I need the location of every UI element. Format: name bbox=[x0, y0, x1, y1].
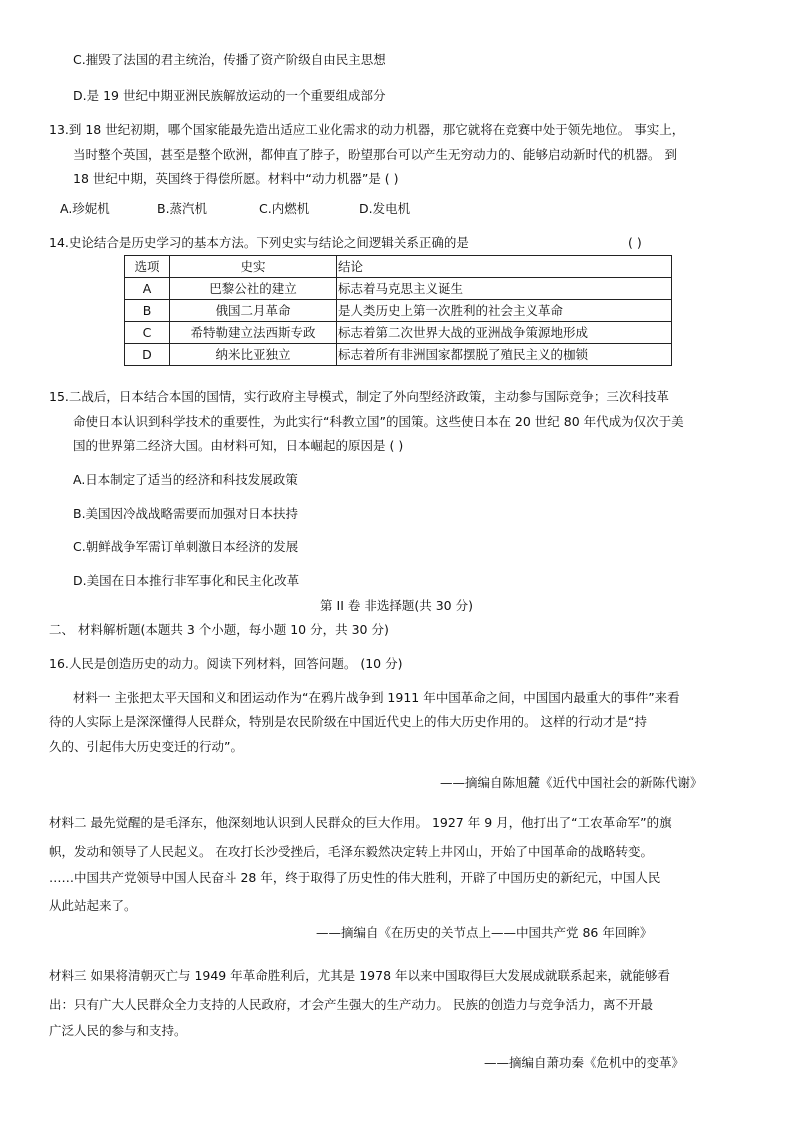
q13-stem-line2: 当时整个英国，甚至是整个欧洲，都伸直了脖子，盼望那台可以产生无穷动力的、能够启动新时代的机器。 到 bbox=[73, 147, 677, 162]
q13-stem-line1: 13.到 18 世纪初期，哪个国家能最先造出适应工业化需求的动力机器，那它就将在竞赛中处于领先地位。 事实上， bbox=[49, 122, 685, 137]
material3-line3: 广泛人民的参与和支持。 bbox=[49, 1023, 187, 1038]
material1-line2: 待的人实际上是深深懂得人民群众，特别是农民阶级在中国近代史上的伟大历史作用的。 这样的行动才是“持 bbox=[49, 714, 647, 729]
table-row bbox=[125, 300, 672, 322]
material1-source: ——摘编自陈旭麓《近代中国社会的新陈代谢》 bbox=[440, 775, 703, 790]
material3-source: ——摘编自萧功秦《危机中的变革》 bbox=[484, 1055, 685, 1070]
q13-option-d: D.发电机 bbox=[359, 201, 411, 216]
q16-stem: 16.人民是创造历史的动力。阅读下列材料，回答问题。 (10 分) bbox=[49, 656, 403, 671]
q15-stem-line2: 命使日本认识到科学技术的重要性，为此实行“科教立国”的国策。这些使日本在 20 世纪 80 年代成为仅次于美 bbox=[73, 414, 684, 429]
table-cell-option: B bbox=[125, 300, 170, 322]
table-cell-option: A bbox=[125, 278, 170, 300]
q15-stem-line1: 15.二战后，日本结合本国的国情，实行政府主导模式，制定了外向型经济政策，主动参与国际竞争；三次科技革 bbox=[49, 389, 669, 404]
table-cell-conclusion: 标志着第二次世界大战的亚洲战争策源地形成 bbox=[337, 322, 672, 344]
q15-option-c: C.朝鲜战争军需订单刺激日本经济的发展 bbox=[73, 539, 299, 554]
q14-answer-paren: ( ) bbox=[628, 235, 642, 250]
table-header-fact: 史实 bbox=[170, 256, 337, 278]
table-row bbox=[125, 322, 672, 344]
q15-option-b: B.美国因冷战战略需要而加强对日本扶持 bbox=[73, 506, 299, 521]
table-row bbox=[125, 344, 672, 366]
table-cell-fact: 纳米比亚独立 bbox=[170, 344, 337, 366]
table-cell-conclusion: 标志着所有非洲国家都摆脱了殖民主义的枷锁 bbox=[337, 344, 672, 366]
table-cell-fact: 巴黎公社的建立 bbox=[170, 278, 337, 300]
part2-title: 第 II 卷 非选择题(共 30 分) bbox=[320, 598, 473, 613]
q13-option-c: C.内燃机 bbox=[259, 201, 310, 216]
material1-line1: 材料一 主张把太平天国和义和团运动作为“在鸦片战争到 1911 年中国革命之间，中国国内最重大的事件”来看 bbox=[73, 690, 680, 705]
table-cell-conclusion: 是人类历史上第一次胜利的社会主义革命 bbox=[337, 300, 672, 322]
q14-stem: 14.史论结合是历史学习的基本方法。下列史实与结论之间逻辑关系正确的是 bbox=[49, 235, 469, 250]
material3-line1: 材料三 如果将清朝灭亡与 1949 年革命胜利后，尤其是 1978 年以来中国取得巨大发展成就联系起来，就能够看 bbox=[49, 968, 670, 983]
table-header-conclusion: 结论 bbox=[337, 256, 672, 278]
table-cell-fact: 希特勒建立法西斯专政 bbox=[170, 322, 337, 344]
q13-option-a: A.珍妮机 bbox=[60, 201, 110, 216]
q12-option-d: D.是 19 世纪中期亚洲民族解放运动的一个重要组成部分 bbox=[73, 88, 386, 103]
table-cell-option: D bbox=[125, 344, 170, 366]
material2-line1: 材料二 最先觉醒的是毛泽东，他深刻地认识到人民群众的巨大作用。 1927 年 9 月，他打出了“工农革命军”的旗 bbox=[49, 815, 672, 830]
q14-table bbox=[124, 255, 672, 366]
q13-stem-line3: 18 世纪中期，英国终于得偿所愿。材料中“动力机器”是 ( ) bbox=[73, 171, 399, 186]
table-row bbox=[125, 278, 672, 300]
material2-line4: 从此站起来了。 bbox=[49, 898, 137, 913]
q15-option-d: D.美国在日本推行非军事化和民主化改革 bbox=[73, 573, 300, 588]
material3-line2: 出：只有广大人民群众全力支持的人民政府，才会产生强大的生产动力。 民族的创造力与竞争活力，离不开最 bbox=[49, 997, 653, 1012]
table-cell-fact: 俄国二月革命 bbox=[170, 300, 337, 322]
q12-option-c: C.摧毁了法国的君主统治，传播了资产阶级自由民主思想 bbox=[73, 52, 386, 67]
material2-line3: ……中国共产党领导中国人民奋斗 28 年，终于取得了历史性的伟大胜利，开辟了中国历史的新纪元，中国人民 bbox=[49, 870, 661, 885]
material2-line2: 帜，发动和领导了人民起义。 在攻打长沙受挫后，毛泽东毅然决定转上井冈山，开始了中国革命的战略转变。 bbox=[49, 844, 653, 859]
q15-stem-line3: 国的世界第二经济大国。由材料可知，日本崛起的原因是 ( ) bbox=[73, 438, 404, 453]
section-heading: 二、 材料解析题(本题共 3 个小题，每小题 10 分，共 30 分) bbox=[49, 622, 389, 637]
q15-option-a: A.日本制定了适当的经济和科技发展政策 bbox=[73, 472, 298, 487]
table-header-row bbox=[125, 256, 672, 278]
table-header-option: 选项 bbox=[125, 256, 170, 278]
table-cell-option: C bbox=[125, 322, 170, 344]
q13-option-b: B.蒸汽机 bbox=[157, 201, 208, 216]
table-cell-conclusion: 标志着马克思主义诞生 bbox=[337, 278, 672, 300]
material2-source: ——摘编自《在历史的关节点上——中国共产党 86 年回眸》 bbox=[316, 925, 653, 940]
material1-line3: 久的、引起伟大历史变迁的行动”。 bbox=[49, 739, 243, 754]
